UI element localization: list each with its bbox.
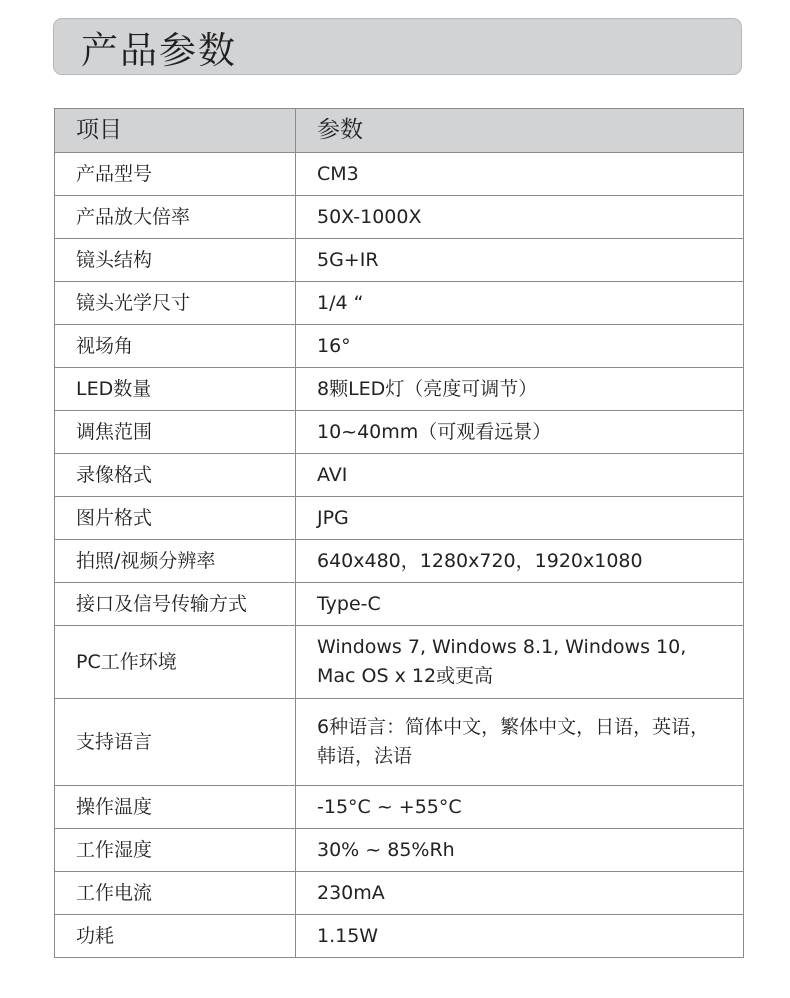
- spec-table: [54, 108, 744, 958]
- row-value: CM3: [296, 153, 744, 196]
- row-value: 1/4 “: [296, 282, 744, 325]
- row-label: 视场角: [55, 325, 296, 368]
- row-value-line: Mac OS x 12或更高: [317, 665, 494, 687]
- page-title: 产品参数: [81, 28, 237, 72]
- row-value-line: Windows 7, Windows 8.1, Windows 10,: [317, 636, 687, 658]
- table-row: [55, 915, 744, 958]
- row-value: AVI: [296, 454, 744, 497]
- row-value-line: 韩语，法语: [317, 745, 413, 767]
- table-row: [55, 153, 744, 196]
- row-value: 10~40mm（可观看远景）: [296, 411, 744, 454]
- table-row: [55, 325, 744, 368]
- table-row: [55, 699, 744, 786]
- table-row: [55, 872, 744, 915]
- row-label: 产品型号: [55, 153, 296, 196]
- row-label: LED数量: [55, 368, 296, 411]
- row-value: 30% ~ 85%Rh: [296, 829, 744, 872]
- row-label: 操作温度: [55, 786, 296, 829]
- table-row: [55, 540, 744, 583]
- row-label: 图片格式: [55, 497, 296, 540]
- row-value-line: 6种语言：简体中文，繁体中文，日语，英语，: [317, 716, 710, 738]
- header-item: 项目: [55, 109, 296, 153]
- row-value: JPG: [296, 497, 744, 540]
- row-label: 接口及信号传输方式: [55, 583, 296, 626]
- row-value: [296, 626, 744, 699]
- row-label: 工作湿度: [55, 829, 296, 872]
- row-value: 8颗LED灯（亮度可调节）: [296, 368, 744, 411]
- row-label: 工作电流: [55, 872, 296, 915]
- table-row: [55, 497, 744, 540]
- row-value: 230mA: [296, 872, 744, 915]
- table-row: [55, 626, 744, 699]
- row-label: 录像格式: [55, 454, 296, 497]
- row-label: 支持语言: [55, 699, 296, 786]
- row-label: 功耗: [55, 915, 296, 958]
- table-header-row: [55, 109, 744, 153]
- row-value: [296, 699, 744, 786]
- table-row: [55, 368, 744, 411]
- row-label: 产品放大倍率: [55, 196, 296, 239]
- table-row: [55, 454, 744, 497]
- row-value: 5G+IR: [296, 239, 744, 282]
- row-label: 镜头光学尺寸: [55, 282, 296, 325]
- row-label: 拍照/视频分辨率: [55, 540, 296, 583]
- table-row: [55, 583, 744, 626]
- row-value: Type-C: [296, 583, 744, 626]
- row-value: 640x480，1280x720，1920x1080: [296, 540, 744, 583]
- row-label: 镜头结构: [55, 239, 296, 282]
- table-row: [55, 829, 744, 872]
- table-row: [55, 282, 744, 325]
- title-bar: [53, 18, 742, 75]
- table-row: [55, 411, 744, 454]
- row-label: 调焦范围: [55, 411, 296, 454]
- row-value: 1.15W: [296, 915, 744, 958]
- table-row: [55, 786, 744, 829]
- table-row: [55, 196, 744, 239]
- row-label: PC工作环境: [55, 626, 296, 699]
- header-param: 参数: [296, 109, 744, 153]
- row-value: -15°C ~ +55°C: [296, 786, 744, 829]
- table-row: [55, 239, 744, 282]
- row-value: 50X-1000X: [296, 196, 744, 239]
- row-value: 16°: [296, 325, 744, 368]
